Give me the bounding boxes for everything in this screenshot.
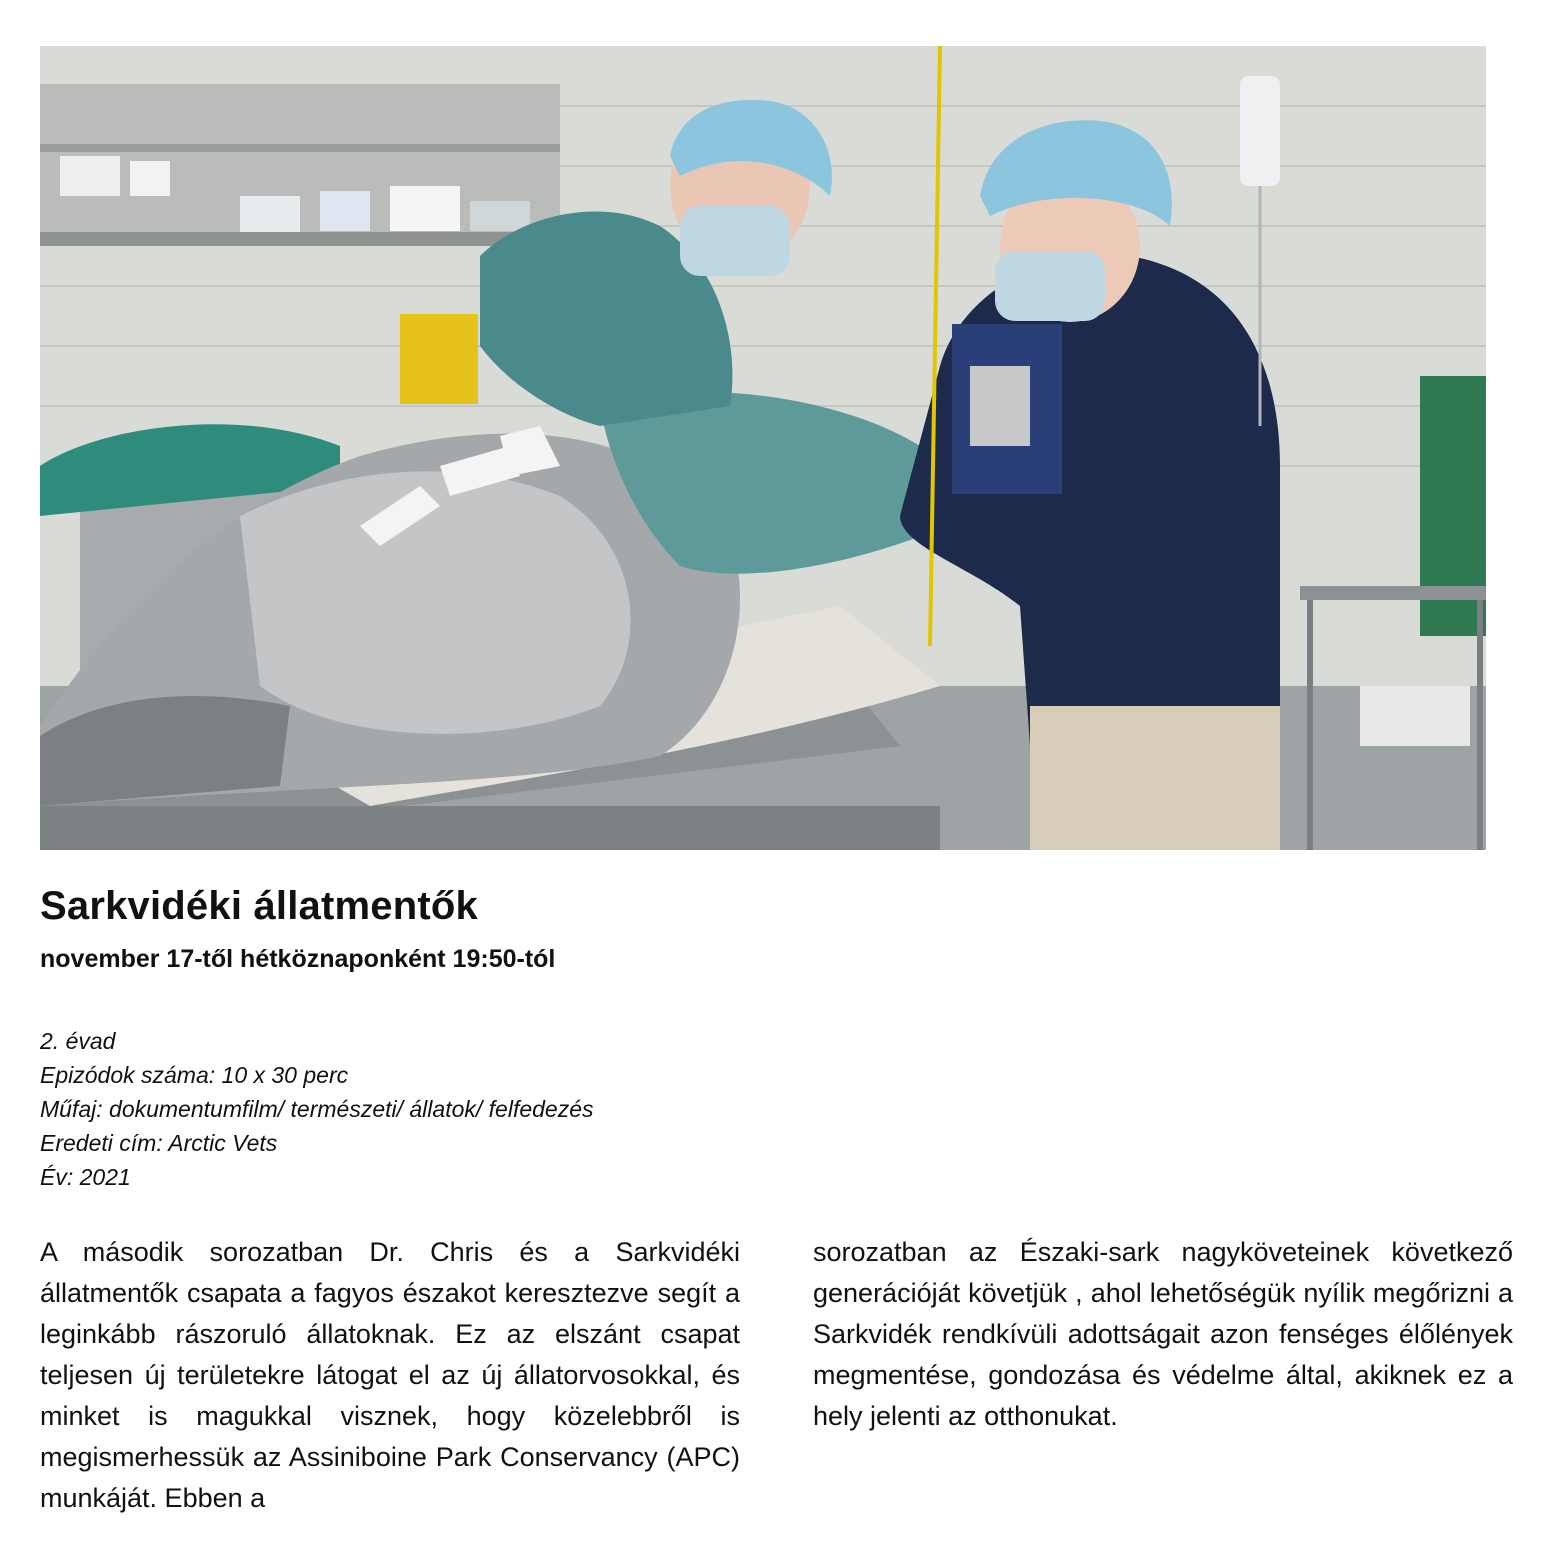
show-metadata [40,1024,594,1194]
broadcast-schedule: november 17-től hétköznaponként 19:50-tól [40,945,556,973]
description-right-column: sorozatban az Északi-sark nagyköveteinek következő generációját követjük , ahol lehetőségük nyílik megőrizni a Sarkvidék rendkívüli adottságait azon fenséges élőlények megmentése, gondozása és védelme által, akiknek ez a hely jelenti az otthonukat. [813,1237,1513,1431]
original-title: Eredeti cím: Arctic Vets [40,1130,278,1156]
description-left-column: A második sorozatban Dr. Chris és a Sarkvidéki állatmentők csapata a fagyos északot keresztezve segít a leginkább rászoruló állatoknak. Ez az elszánt csapat teljesen új területekre látogat el az új állatorvosokkal, és minket is magukkal visznek, hogy közelebbről is megismerhessük az Assiniboine Park Conservancy (APC) munkáját. Ebben a [40,1237,740,1513]
page-title: Sarkvidéki állatmentők [40,884,478,928]
surgery-photo-illustration [40,46,1486,850]
year-info: Év: 2021 [40,1164,131,1190]
season-info: 2. évad [40,1028,116,1054]
genre-info: Műfaj: dokumentumfilm/ természeti/ állatok/ felfedezés [40,1096,594,1122]
hero-photo [40,46,1486,850]
episode-count: Epizódok száma: 10 x 30 perc [40,1062,349,1088]
